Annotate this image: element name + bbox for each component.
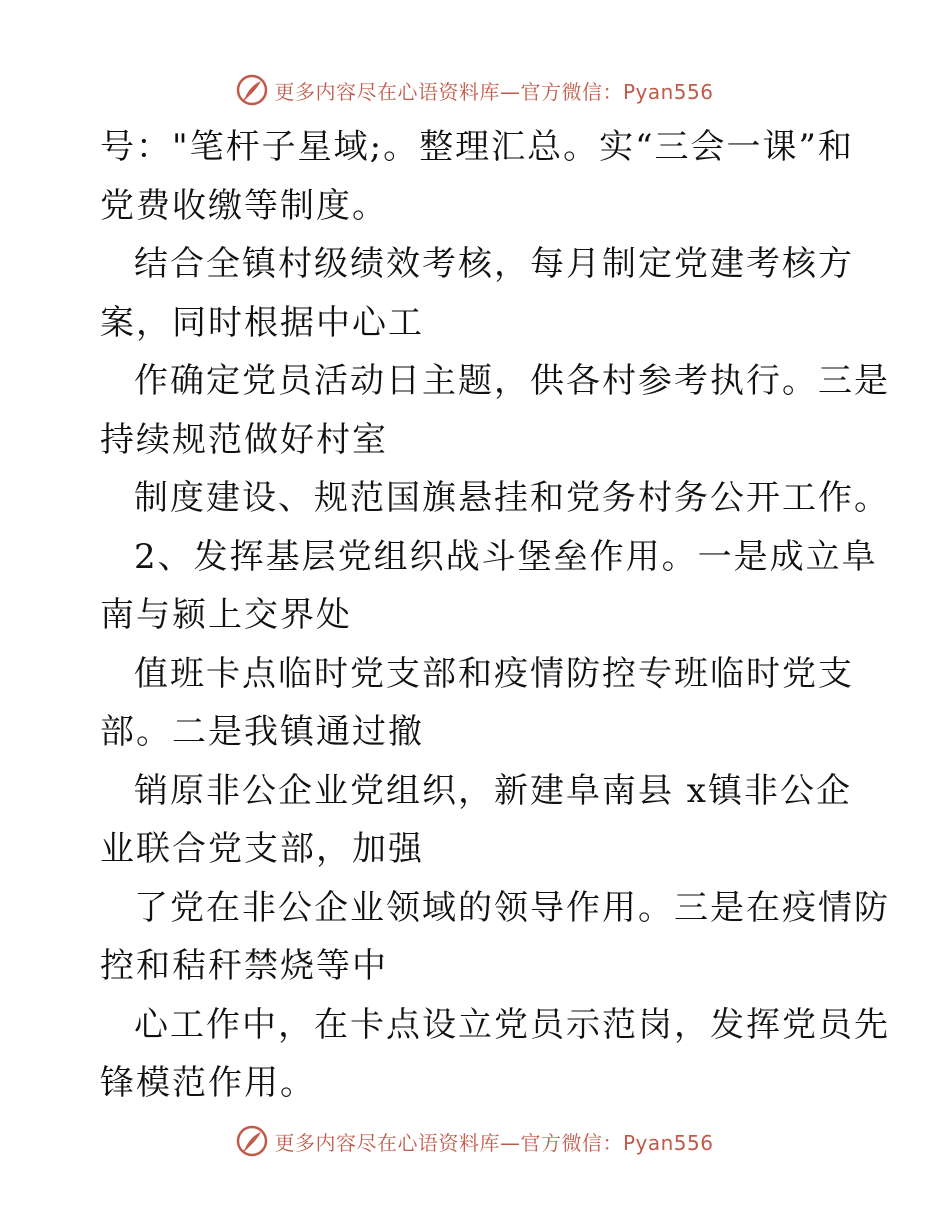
text-line: 结合全镇村级绩效考核，每月制定党建考核方 [134, 244, 854, 284]
feather-logo-icon [236, 1125, 268, 1157]
text-line: 号："笔杆子星域;。整理汇总。实“三会一课”和 [100, 127, 854, 167]
document-body [100, 118, 890, 1113]
text-line: 锋模范作用。 [100, 1063, 316, 1103]
text-line: 制度建设、规范国旗悬挂和党务村务公开工作。 [134, 478, 890, 518]
text-line: 部。二是我镇通过撤 [100, 712, 424, 752]
text-line: 心工作中，在卡点设立党员示范岗，发挥党员先 [134, 1004, 890, 1045]
text-line: 党费收缴等制度。 [100, 185, 388, 226]
footer-watermark-text: 更多内容尽在心语资料库—官方微信：Pyan556 [274, 1130, 714, 1155]
text-line: 2、发挥基层党组织战斗堡垒作用。一是成立阜 [134, 536, 878, 577]
text-line: 销原非公企业党组织，新建阜南县 x镇非公企 [134, 770, 852, 811]
header-watermark-text: 更多内容尽在心语资料库—官方微信：Pyan556 [274, 79, 714, 104]
header-watermark [0, 70, 950, 110]
text-line: 持续规范做好村室 [100, 419, 388, 460]
text-line: 了党在非公企业领域的领导作用。三是在疫情防 [134, 887, 890, 928]
text-line: 业联合党支部，加强 [100, 829, 424, 869]
text-line: 值班卡点临时党支部和疫情防控专班临时党支 [134, 653, 854, 694]
text-line: 南与颍上交界处 [100, 595, 352, 635]
text-line: 作确定党员活动日主题，供各村参考执行。三是 [134, 361, 890, 401]
text-line: 控和秸秆禁烧等中 [100, 946, 388, 986]
footer-watermark [0, 1121, 950, 1161]
feather-logo-icon [236, 74, 268, 106]
text-line: 案，同时根据中心工 [100, 302, 424, 343]
